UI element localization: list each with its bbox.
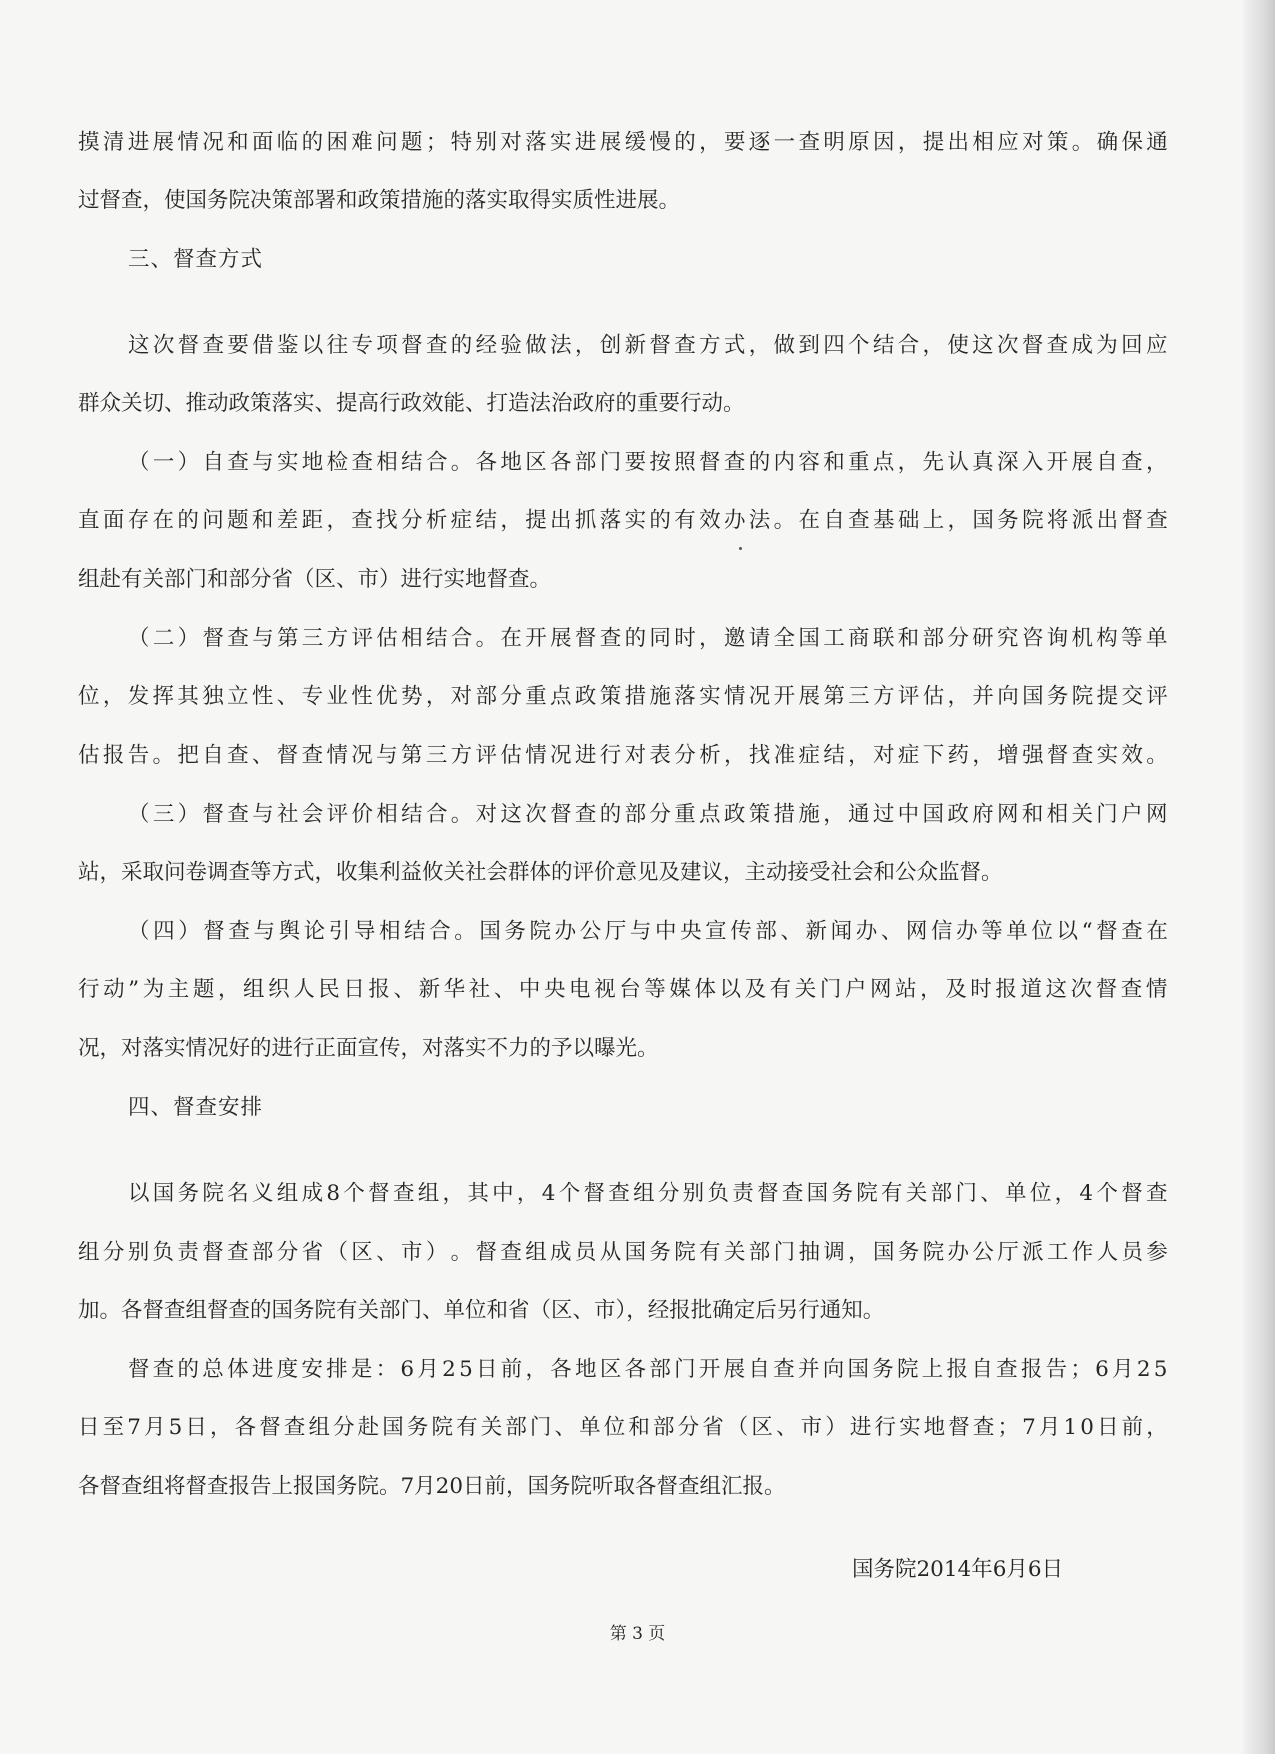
scanner-edge — [1243, 0, 1275, 1754]
body-line: 行 动 ” 为 主 题 ， 组 织 人 民 日 报 、 新 华 社 、 中 央 电 视 台 等 媒 体 以 及 有 关 门 户 网 站 ， 及 时 报 道 这 次 督 查 情 — [78, 977, 1168, 1002]
body-line: 日 至 7 月 5 日 ， 各 督 查 组 分 赴 国 务 院 有 关 部 门 、 单 位 和 部 分 省 （ 区 、 市 ） 进 行 实 地 督 查 ； 7 月 1 0 日 前 ， — [78, 1415, 1168, 1440]
body-line: 组 分 别 负 责 督 查 部 分 省 （ 区 、 市 ） 。 督 查 组 成 员 从 国 务 院 有 关 部 门 抽 调 ， 国 务 院 办 公 厅 派 工 作 人 员 参 — [78, 1240, 1168, 1265]
body-line: 各督查组将督查报告上报国务院。7月20日前，国务院听取各督查组汇报。 — [78, 1474, 786, 1499]
body-line: 况，对落实情况好的进行正面宣传，对落实不力的予以曝光。 — [78, 1036, 659, 1061]
body-line: 直 面 存 在 的 问 题 和 差 距 ， 查 找 分 析 症 结 ， 提 出 抓 落 实 的 有 效 办 法 。 在 自 查 基 础 上 ， 国 务 院 将 派 出 督 查 — [78, 508, 1168, 533]
body-line: 以 国 务 院 名 义 组 成 8 个 督 查 组 ， 其 中 ， 4 个 督 查 组 分 别 负 责 督 查 国 务 院 有 关 部 门 、 单 位 ， 4 个 督 查 — [128, 1181, 1168, 1206]
body-line: （ 二 ） 督 查 与 第 三 方 评 估 相 结 合 。 在 开 展 督 查 的 同 时 ， 邀 请 全 国 工 商 联 和 部 分 研 究 咨 询 机 构 等 单 — [128, 626, 1168, 651]
body-line: 估 报 告 。 把 自 查 、 督 查 情 况 与 第 三 方 评 估 情 况 进 行 对 表 分 析 ， 找 准 症 结 ， 对 症 下 药 ， 增 强 督 查 实 效 。 — [78, 743, 1168, 768]
body-line: （ 四 ） 督 查 与 舆 论 引 导 相 结 合 。 国 务 院 办 公 厅 与 中 央 宣 传 部 、 新 闻 办 、 网 信 办 等 单 位 以 “ 督 查 在 — [128, 919, 1168, 944]
body-line: 加。各督查组督查的国务院有关部门、单位和省（区、市），经报批确定后另行通知。 — [78, 1298, 885, 1323]
body-line: （ 一 ） 自 查 与 实 地 检 查 相 结 合 。 各 地 区 各 部 门 要 按 照 督 查 的 内 容 和 重 点 ， 先 认 真 深 入 开 展 自 查 ， — [128, 450, 1168, 475]
body-line: 位 ， 发 挥 其 独 立 性 、 专 业 性 优 势 ， 对 部 分 重 点 政 策 措 施 落 实 情 况 开 展 第 三 方 评 估 ， 并 向 国 务 院 提 交 评 — [78, 684, 1168, 709]
body-line: 站，采取问卷调查等方式，收集利益攸关社会群体的评价意见及建议，主动接受社会和公众监督。 — [78, 860, 1003, 885]
body-line: 摸 清 进 展 情 况 和 面 临 的 困 难 问 题 ； 特 别 对 落 实 进 展 缓 慢 的 ， 要 逐 一 查 明 原 因 ， 提 出 相 应 对 策 。 确 保 通 — [78, 130, 1168, 155]
body-line: 群众关切、推动政策落实、提高行政效能、打造法治政府的重要行动。 — [78, 391, 745, 416]
body-line: 过督查，使国务院决策部署和政策措施的落实取得实质性进展。 — [78, 188, 681, 213]
body-line: 这 次 督 查 要 借 鉴 以 往 专 项 督 查 的 经 验 做 法 ， 创 新 督 查 方 式 ， 做 到 四 个 结 合 ， 使 这 次 督 查 成 为 回 应 — [128, 333, 1168, 358]
signature-date: 国务院2014年6月6日 — [852, 1557, 1064, 1582]
body-line: 督 查 的 总 体 进 度 安 排 是 ： 6 月 2 5 日 前 ， 各 地 区 各 部 门 开 展 自 查 并 向 国 务 院 上 报 自 查 报 告 ； 6 月 2 5 — [128, 1357, 1168, 1382]
page-number: 第 3 页 — [609, 1624, 666, 1644]
section-heading: 四、督查安排 — [128, 1095, 264, 1120]
section-heading: 三、督查方式 — [128, 247, 264, 272]
body-line: （ 三 ） 督 查 与 社 会 评 价 相 结 合 。 对 这 次 督 查 的 部 分 重 点 政 策 措 施 ， 通 过 中 国 政 府 网 和 相 关 门 户 网 — [128, 802, 1168, 827]
body-line: 组赴有关部门和部分省（区、市）进行实地督查。 — [78, 567, 552, 592]
scan-speck — [739, 547, 742, 550]
